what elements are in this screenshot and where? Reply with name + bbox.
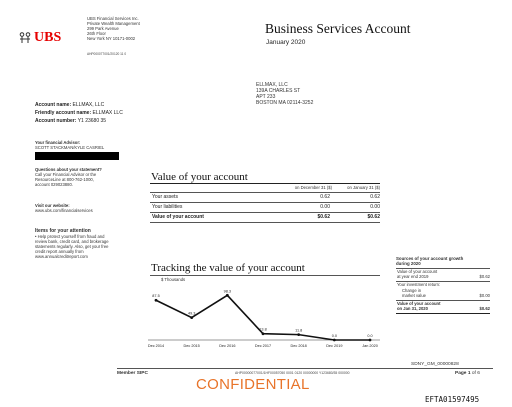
value-col-jan: on January 31 ($) xyxy=(347,185,380,190)
x-tick-label: Dec 2017 xyxy=(254,344,272,348)
growth-row: Value of your account at year end 2019 xyxy=(397,269,438,279)
x-tick-label: Dec 2018 xyxy=(290,344,307,348)
value-row-label: Value of your account xyxy=(152,214,204,220)
ubs-keys-icon xyxy=(18,31,32,45)
data-point xyxy=(155,299,158,302)
data-point xyxy=(226,294,229,297)
sender-address: UBS Financial Services Inc. Private Wealth Management 299 Park Avenue 26th Floor New York NY 10171-0002 xyxy=(87,16,140,41)
questions-block: Questions about your statement? Call your Financial Advisor or the ResourceLine at 800-762-1000, account 029023880. xyxy=(35,167,102,187)
x-tick-label: Dec 2015 xyxy=(183,344,200,348)
data-point xyxy=(297,333,300,336)
data-label: 87.5 xyxy=(152,294,160,299)
data-point xyxy=(262,332,265,335)
ubs-logo xyxy=(18,30,78,48)
bates-code: SDNY_GM_00000828 xyxy=(411,362,459,367)
sender-ref: AHP000077001/20120 11 0 xyxy=(87,52,127,56)
barcode-text: AHP00000077001/1HF00057050 0001 0120 00000000 Y123680/35 000000 xyxy=(235,371,350,375)
growth-title: Sources of your account growth during 2020 xyxy=(396,256,464,266)
value-section-title: Value of your account xyxy=(151,171,248,183)
growth-value: $0.62 xyxy=(479,274,490,279)
growth-value: $0.00 xyxy=(479,293,490,298)
brand-name: UBS xyxy=(34,30,62,45)
page-number: Page 1 of 6 xyxy=(455,371,480,376)
value-row-label: Your liabilities xyxy=(152,204,183,210)
confidential-stamp: CONFIDENTIAL xyxy=(196,376,310,393)
credit-report-link[interactable]: www.annualcreditreport.com xyxy=(35,254,88,259)
website-block: Visit our website: www.ubs.com/financialservices xyxy=(35,203,130,213)
advisor-block: Your financial Advisor: SCOTT STACKMAN/KYLE CASRIEL xyxy=(35,140,105,150)
value-col-dec: on December 31 ($) xyxy=(294,185,332,190)
x-tick-label: Dec 2016 xyxy=(219,344,236,348)
attention-block: Items for your attention • Help protect yourself from fraud and review bank, credit card, and brokerage statements regularly. Also, get your free credit report annually from www.annualcreditreport.com xyxy=(35,229,133,259)
recipient-address: ELLMAX, LLC 139A CHARLES ST APT 233 BOSTON MA 02114-3252 xyxy=(256,82,314,106)
value-row-jan: $0.62 xyxy=(367,214,380,220)
redaction-bar xyxy=(35,152,119,160)
value-row-jan: 0.62 xyxy=(370,194,380,200)
website-link[interactable]: www.ubs.com/financialservices xyxy=(35,208,93,213)
x-tick-label: Jan 2020 xyxy=(362,344,378,348)
tracking-title: Tracking the value of your account xyxy=(151,262,305,274)
value-row-jan: 0.00 xyxy=(370,204,380,210)
x-tick-label: Dec 2014 xyxy=(148,344,165,348)
data-label: 0.0 xyxy=(367,334,373,338)
account-info: Account name: ELLMAX, LLC Friendly account name: ELLMAX LLC Account number: Y1 23680 35 xyxy=(35,102,123,124)
growth-row: Your investment return: xyxy=(397,282,441,287)
data-point xyxy=(333,339,336,342)
x-tick-label: Dec 2019 xyxy=(326,344,343,348)
data-label: 11.8 xyxy=(295,328,303,333)
data-label: 49.3 xyxy=(187,311,196,316)
growth-row: Value of your account on Jan 31, 2020 xyxy=(397,301,441,311)
efta-number: EFTA01597495 xyxy=(425,395,480,404)
member-sipc: Member SIPC xyxy=(117,371,148,376)
statement-period: January 2020 xyxy=(266,39,306,46)
value-row-label: Your assets xyxy=(152,194,178,200)
chart-unit: $ Thousands xyxy=(161,277,186,282)
value-line-chart xyxy=(148,282,380,352)
value-row-dec: 0.00 xyxy=(320,204,330,210)
data-label: 0.0 xyxy=(331,334,337,338)
value-row-dec: 0.62 xyxy=(320,194,330,200)
value-row-dec: $0.62 xyxy=(317,214,330,220)
data-label: 98.3 xyxy=(223,289,232,294)
growth-row: Change in market value xyxy=(402,288,426,298)
growth-value: $0.62 xyxy=(479,306,490,311)
page-title: Business Services Account xyxy=(265,21,411,36)
data-label: 13.8 xyxy=(259,327,267,332)
data-point xyxy=(369,339,372,342)
data-point xyxy=(190,316,193,319)
